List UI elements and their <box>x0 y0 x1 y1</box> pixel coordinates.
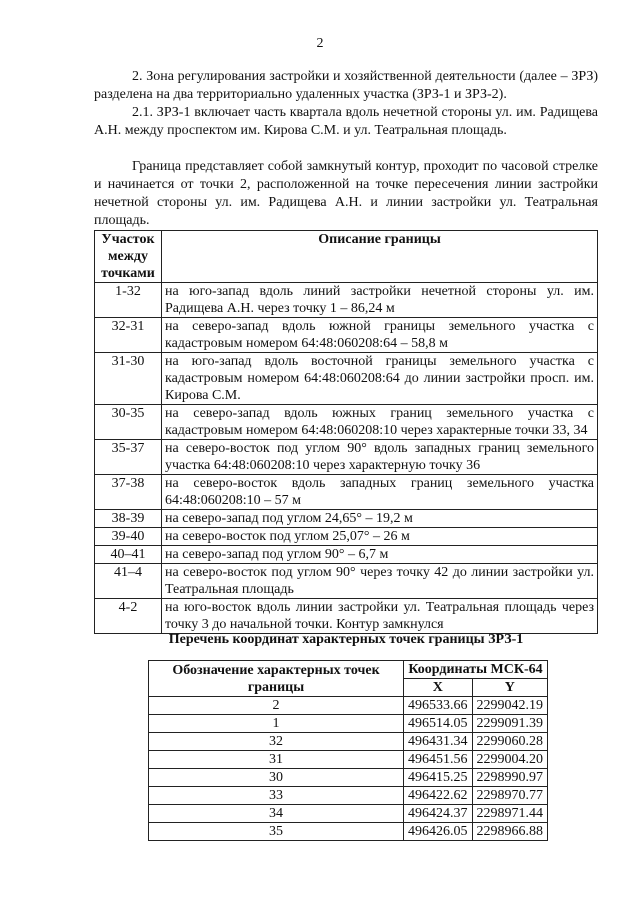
coords-header-point: Обозначение характерных точек границы <box>149 661 404 697</box>
coords-point: 34 <box>149 805 404 823</box>
boundary-row <box>95 599 598 634</box>
boundary-segment: 31-30 <box>95 353 162 405</box>
boundary-description: на северо-восток под углом 90° через точку 42 до линии застройки ул. Театральная площадь <box>162 564 598 599</box>
coords-x: 496451.56 <box>404 751 473 769</box>
boundary-description: на северо-восток под углом 90° вдоль западных границ земельного участка 64:48:060208:10 через характерную точку 36 <box>162 440 598 475</box>
boundary-segment: 1-32 <box>95 283 162 318</box>
boundary-row <box>95 510 598 528</box>
coords-row <box>149 751 548 769</box>
coords-x: 496415.25 <box>404 769 473 787</box>
boundary-header-description: Описание границы <box>162 231 598 283</box>
boundary-segment: 30-35 <box>95 405 162 440</box>
boundary-row <box>95 353 598 405</box>
coords-row <box>149 715 548 733</box>
coords-y: 2298970.77 <box>472 787 548 805</box>
boundary-segment: 37-38 <box>95 475 162 510</box>
coords-x: 496514.05 <box>404 715 473 733</box>
coords-point: 1 <box>149 715 404 733</box>
boundary-description: на юго-запад вдоль линий застройки нечетной стороны ул. им. Радищева А.Н. через точку 1 – 86,24 м <box>162 283 598 318</box>
coords-row <box>149 805 548 823</box>
boundary-segment: 40–41 <box>95 546 162 564</box>
coords-y: 2299060.28 <box>472 733 548 751</box>
coords-x: 496422.62 <box>404 787 473 805</box>
coords-header-x: X <box>404 679 473 697</box>
paragraph-zrz1: 2.1. ЗРЗ-1 включает часть квартала вдоль нечетной стороны ул. им. Радищева А.Н. между проспектом им. Кирова С.М. и ул. Театральная площадь. <box>94 105 598 138</box>
boundary-row <box>95 283 598 318</box>
coords-table <box>148 660 548 841</box>
boundary-row <box>95 564 598 599</box>
boundary-description: на северо-запад под углом 90° – 6,7 м <box>162 546 598 564</box>
coords-y: 2298971.44 <box>472 805 548 823</box>
coords-y: 2298966.88 <box>472 823 548 841</box>
coords-point: 31 <box>149 751 404 769</box>
coords-title: Перечень координат характерных точек границы ЗРЗ-1 <box>168 632 524 647</box>
coords-y: 2299004.20 <box>472 751 548 769</box>
boundary-description: на юго-восток вдоль линии застройки ул. Театральная площадь через точку 3 до начальной точки. Контур замкнулся <box>162 599 598 634</box>
paragraph-boundary: Граница представляет собой замкнутый контур, проходит по часовой стрелке и начинается от точки 2, расположенной на точке пересечения линии застройки нечетной стороны ул. им. Радищева А.Н. и линии застройки ул. Театральная площадь. <box>94 159 598 228</box>
boundary-row <box>95 405 598 440</box>
boundary-segment: 41–4 <box>95 564 162 599</box>
coords-point: 30 <box>149 769 404 787</box>
boundary-segment: 39-40 <box>95 528 162 546</box>
boundary-segment: 38-39 <box>95 510 162 528</box>
coords-point: 2 <box>149 697 404 715</box>
boundary-row <box>95 528 598 546</box>
boundary-row <box>95 318 598 353</box>
coords-x: 496424.37 <box>404 805 473 823</box>
boundary-header-segment: Участок между точками <box>95 231 162 283</box>
boundary-table <box>94 230 598 634</box>
coords-x: 496426.05 <box>404 823 473 841</box>
coords-y: 2299042.19 <box>472 697 548 715</box>
boundary-segment: 35-37 <box>95 440 162 475</box>
coords-row <box>149 769 548 787</box>
coords-y: 2299091.39 <box>472 715 548 733</box>
coords-row <box>149 823 548 841</box>
boundary-description: на северо-запад вдоль южной границы земельного участка с кадастровым номером 64:48:060208:64 – 58,8 м <box>162 318 598 353</box>
boundary-row <box>95 546 598 564</box>
coords-header-system: Координаты МСК-64 <box>404 661 548 679</box>
boundary-segment: 32-31 <box>95 318 162 353</box>
coords-row <box>149 787 548 805</box>
paragraph-zone: 2. Зона регулирования застройки и хозяйственной деятельности (далее – ЗРЗ) разделена на два территориально удаленных участка (ЗРЗ-1 и ЗРЗ-2). <box>94 69 598 102</box>
coords-row <box>149 733 548 751</box>
coords-point: 33 <box>149 787 404 805</box>
coords-x: 496431.34 <box>404 733 473 751</box>
boundary-description: на юго-запад вдоль восточной границы земельного участка с кадастровым номером 64:48:060208:64 до линии застройки просп. им. Кирова С.М. <box>162 353 598 405</box>
boundary-row <box>95 475 598 510</box>
boundary-segment: 4-2 <box>95 599 162 634</box>
coords-row <box>149 697 548 715</box>
coords-y: 2298990.97 <box>472 769 548 787</box>
coords-header-y: Y <box>472 679 548 697</box>
coords-x: 496533.66 <box>404 697 473 715</box>
boundary-description: на северо-запад под углом 24,65° – 19,2 м <box>162 510 598 528</box>
boundary-row <box>95 440 598 475</box>
boundary-description: на северо-запад вдоль южных границ земельного участка с кадастровым номером 64:48:060208:10 через характерные точки 33, 34 <box>162 405 598 440</box>
page-number: 2 <box>316 36 324 51</box>
coords-point: 32 <box>149 733 404 751</box>
boundary-description: на северо-восток под углом 25,07° – 26 м <box>162 528 598 546</box>
coords-point: 35 <box>149 823 404 841</box>
boundary-description: на северо-восток вдоль западных границ земельного участка 64:48:060208:10 – 57 м <box>162 475 598 510</box>
